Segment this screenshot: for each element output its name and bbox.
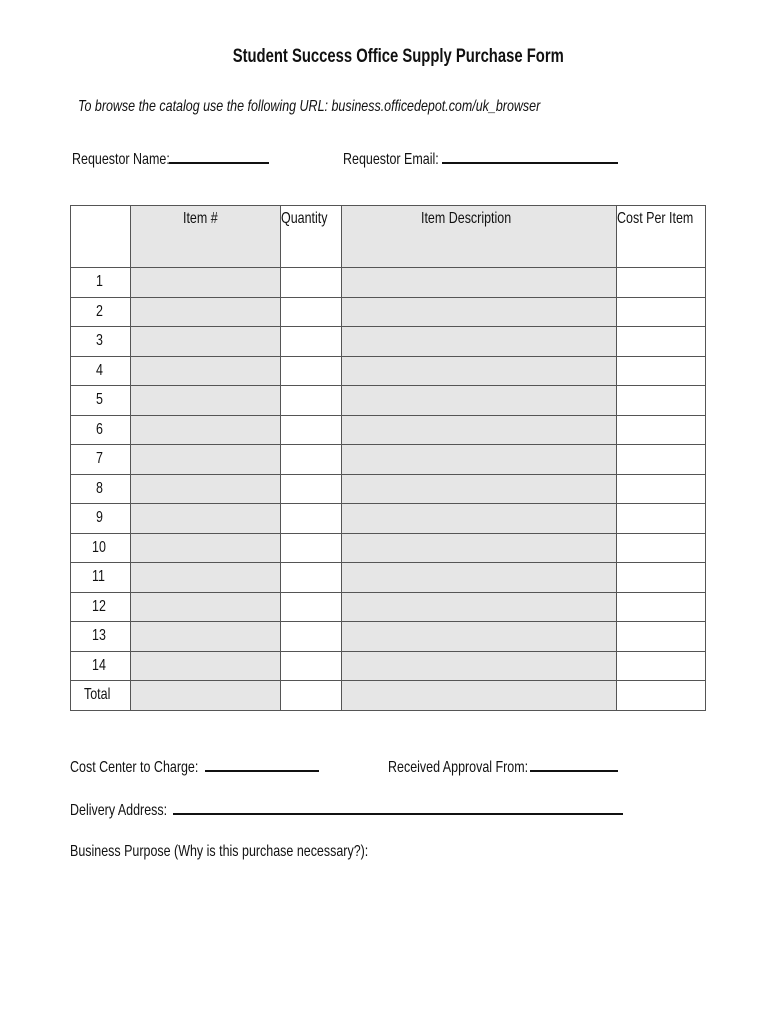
item-description-cell[interactable] [342,592,617,622]
item-number-cell[interactable] [131,592,281,622]
quantity-cell[interactable] [281,327,342,357]
cost-per-item-cell[interactable] [617,474,706,504]
cost-per-item-cell[interactable] [617,504,706,534]
quantity-cell[interactable] [281,474,342,504]
cost-per-item-cell[interactable] [617,651,706,681]
row-label: 10 [71,533,131,563]
item-number-cell[interactable] [131,386,281,416]
row-label: 7 [71,445,131,475]
item-description-cell[interactable] [342,327,617,357]
item-number-cell[interactable] [131,533,281,563]
item-description-cell[interactable] [342,356,617,386]
quantity-cell[interactable] [281,533,342,563]
cost-per-item-cell[interactable] [617,415,706,445]
table-row [71,268,706,298]
row-label: 8 [71,474,131,504]
cost-center-field[interactable] [70,756,319,777]
table-row [71,356,706,386]
item-description-cell[interactable] [342,297,617,327]
table-row [71,651,706,681]
item-description-cell[interactable] [342,504,617,534]
row-label: 12 [71,592,131,622]
cost-per-item-cell[interactable] [617,592,706,622]
cost-per-item-cell[interactable] [617,386,706,416]
cost-per-item-cell[interactable] [617,681,706,711]
header-row-number [71,206,131,268]
item-number-cell[interactable] [131,504,281,534]
row-label: 1 [71,268,131,298]
requestor-email-line[interactable] [442,148,618,164]
table-row [71,386,706,416]
row-label: 6 [71,415,131,445]
item-number-cell[interactable] [131,651,281,681]
item-description-cell[interactable] [342,386,617,416]
header-item-description: Item Description [342,206,617,268]
cost-per-item-cell[interactable] [617,622,706,652]
item-number-cell[interactable] [131,356,281,386]
quantity-cell[interactable] [281,592,342,622]
quantity-cell[interactable] [281,651,342,681]
table-row [71,474,706,504]
quantity-cell[interactable] [281,504,342,534]
cost-per-item-cell[interactable] [617,268,706,298]
table-header-row [71,206,706,268]
table-row [71,504,706,534]
quantity-cell[interactable] [281,297,342,327]
row-label: Total [71,681,131,711]
table-row [71,297,706,327]
requestor-name-line[interactable] [169,148,269,164]
delivery-address-field[interactable] [70,799,623,820]
quantity-cell[interactable] [281,445,342,475]
form-title: Student Success Office Supply Purchase Form [232,46,564,67]
header-quantity: Quantity [281,206,342,268]
cost-per-item-cell[interactable] [617,327,706,357]
header-cost-per-item: Cost Per Item [617,206,706,268]
business-purpose-label: Business Purpose (Why is this purchase necessary?): [70,843,369,860]
item-number-cell[interactable] [131,268,281,298]
cost-per-item-cell[interactable] [617,356,706,386]
table-row [71,415,706,445]
table-row [71,533,706,563]
cost-per-item-cell[interactable] [617,297,706,327]
cost-per-item-cell[interactable] [617,445,706,475]
quantity-cell[interactable] [281,268,342,298]
row-label: 14 [71,651,131,681]
table-row [71,445,706,475]
item-description-cell[interactable] [342,622,617,652]
quantity-cell[interactable] [281,622,342,652]
item-number-cell[interactable] [131,622,281,652]
quantity-cell[interactable] [281,563,342,593]
item-number-cell[interactable] [131,681,281,711]
row-label: 3 [71,327,131,357]
item-description-cell[interactable] [342,533,617,563]
business-purpose-field[interactable] [70,843,452,861]
approval-label: Received Approval From: [388,759,529,776]
cost-per-item-cell[interactable] [617,563,706,593]
item-description-cell[interactable] [342,445,617,475]
row-label: 9 [71,504,131,534]
row-label: 4 [71,356,131,386]
purchase-table [70,205,706,711]
catalog-note: To browse the catalog use the following URL: business.officedepot.com/uk_browser [78,98,541,115]
item-description-cell[interactable] [342,563,617,593]
requestor-email-field[interactable] [343,148,618,169]
delivery-address-line[interactable] [173,799,623,815]
table-row [71,327,706,357]
item-description-cell[interactable] [342,268,617,298]
requestor-name-label: Requestor Name: [72,151,170,168]
row-label: 11 [71,563,131,593]
row-label: 2 [71,297,131,327]
header-item-number: Item # [131,206,281,268]
item-description-cell[interactable] [342,474,617,504]
cost-per-item-cell[interactable] [617,533,706,563]
item-number-cell[interactable] [131,415,281,445]
row-label: 5 [71,386,131,416]
cost-center-label: Cost Center to Charge: [70,759,199,776]
item-number-cell[interactable] [131,327,281,357]
delivery-address-label: Delivery Address: [70,802,168,819]
item-number-cell[interactable] [131,297,281,327]
table-row [71,563,706,593]
item-description-cell[interactable] [342,681,617,711]
item-number-cell[interactable] [131,445,281,475]
quantity-cell[interactable] [281,681,342,711]
table-row [71,681,706,711]
quantity-cell[interactable] [281,386,342,416]
quantity-cell[interactable] [281,356,342,386]
approval-line[interactable] [530,756,618,772]
item-number-cell[interactable] [131,563,281,593]
approval-field[interactable] [388,756,618,777]
table-row [71,622,706,652]
quantity-cell[interactable] [281,415,342,445]
item-description-cell[interactable] [342,651,617,681]
row-label: 13 [71,622,131,652]
requestor-email-label: Requestor Email: [343,151,439,168]
table-row [71,592,706,622]
item-description-cell[interactable] [342,415,617,445]
requestor-name-field[interactable] [72,148,269,169]
cost-center-line[interactable] [205,756,319,772]
item-number-cell[interactable] [131,474,281,504]
